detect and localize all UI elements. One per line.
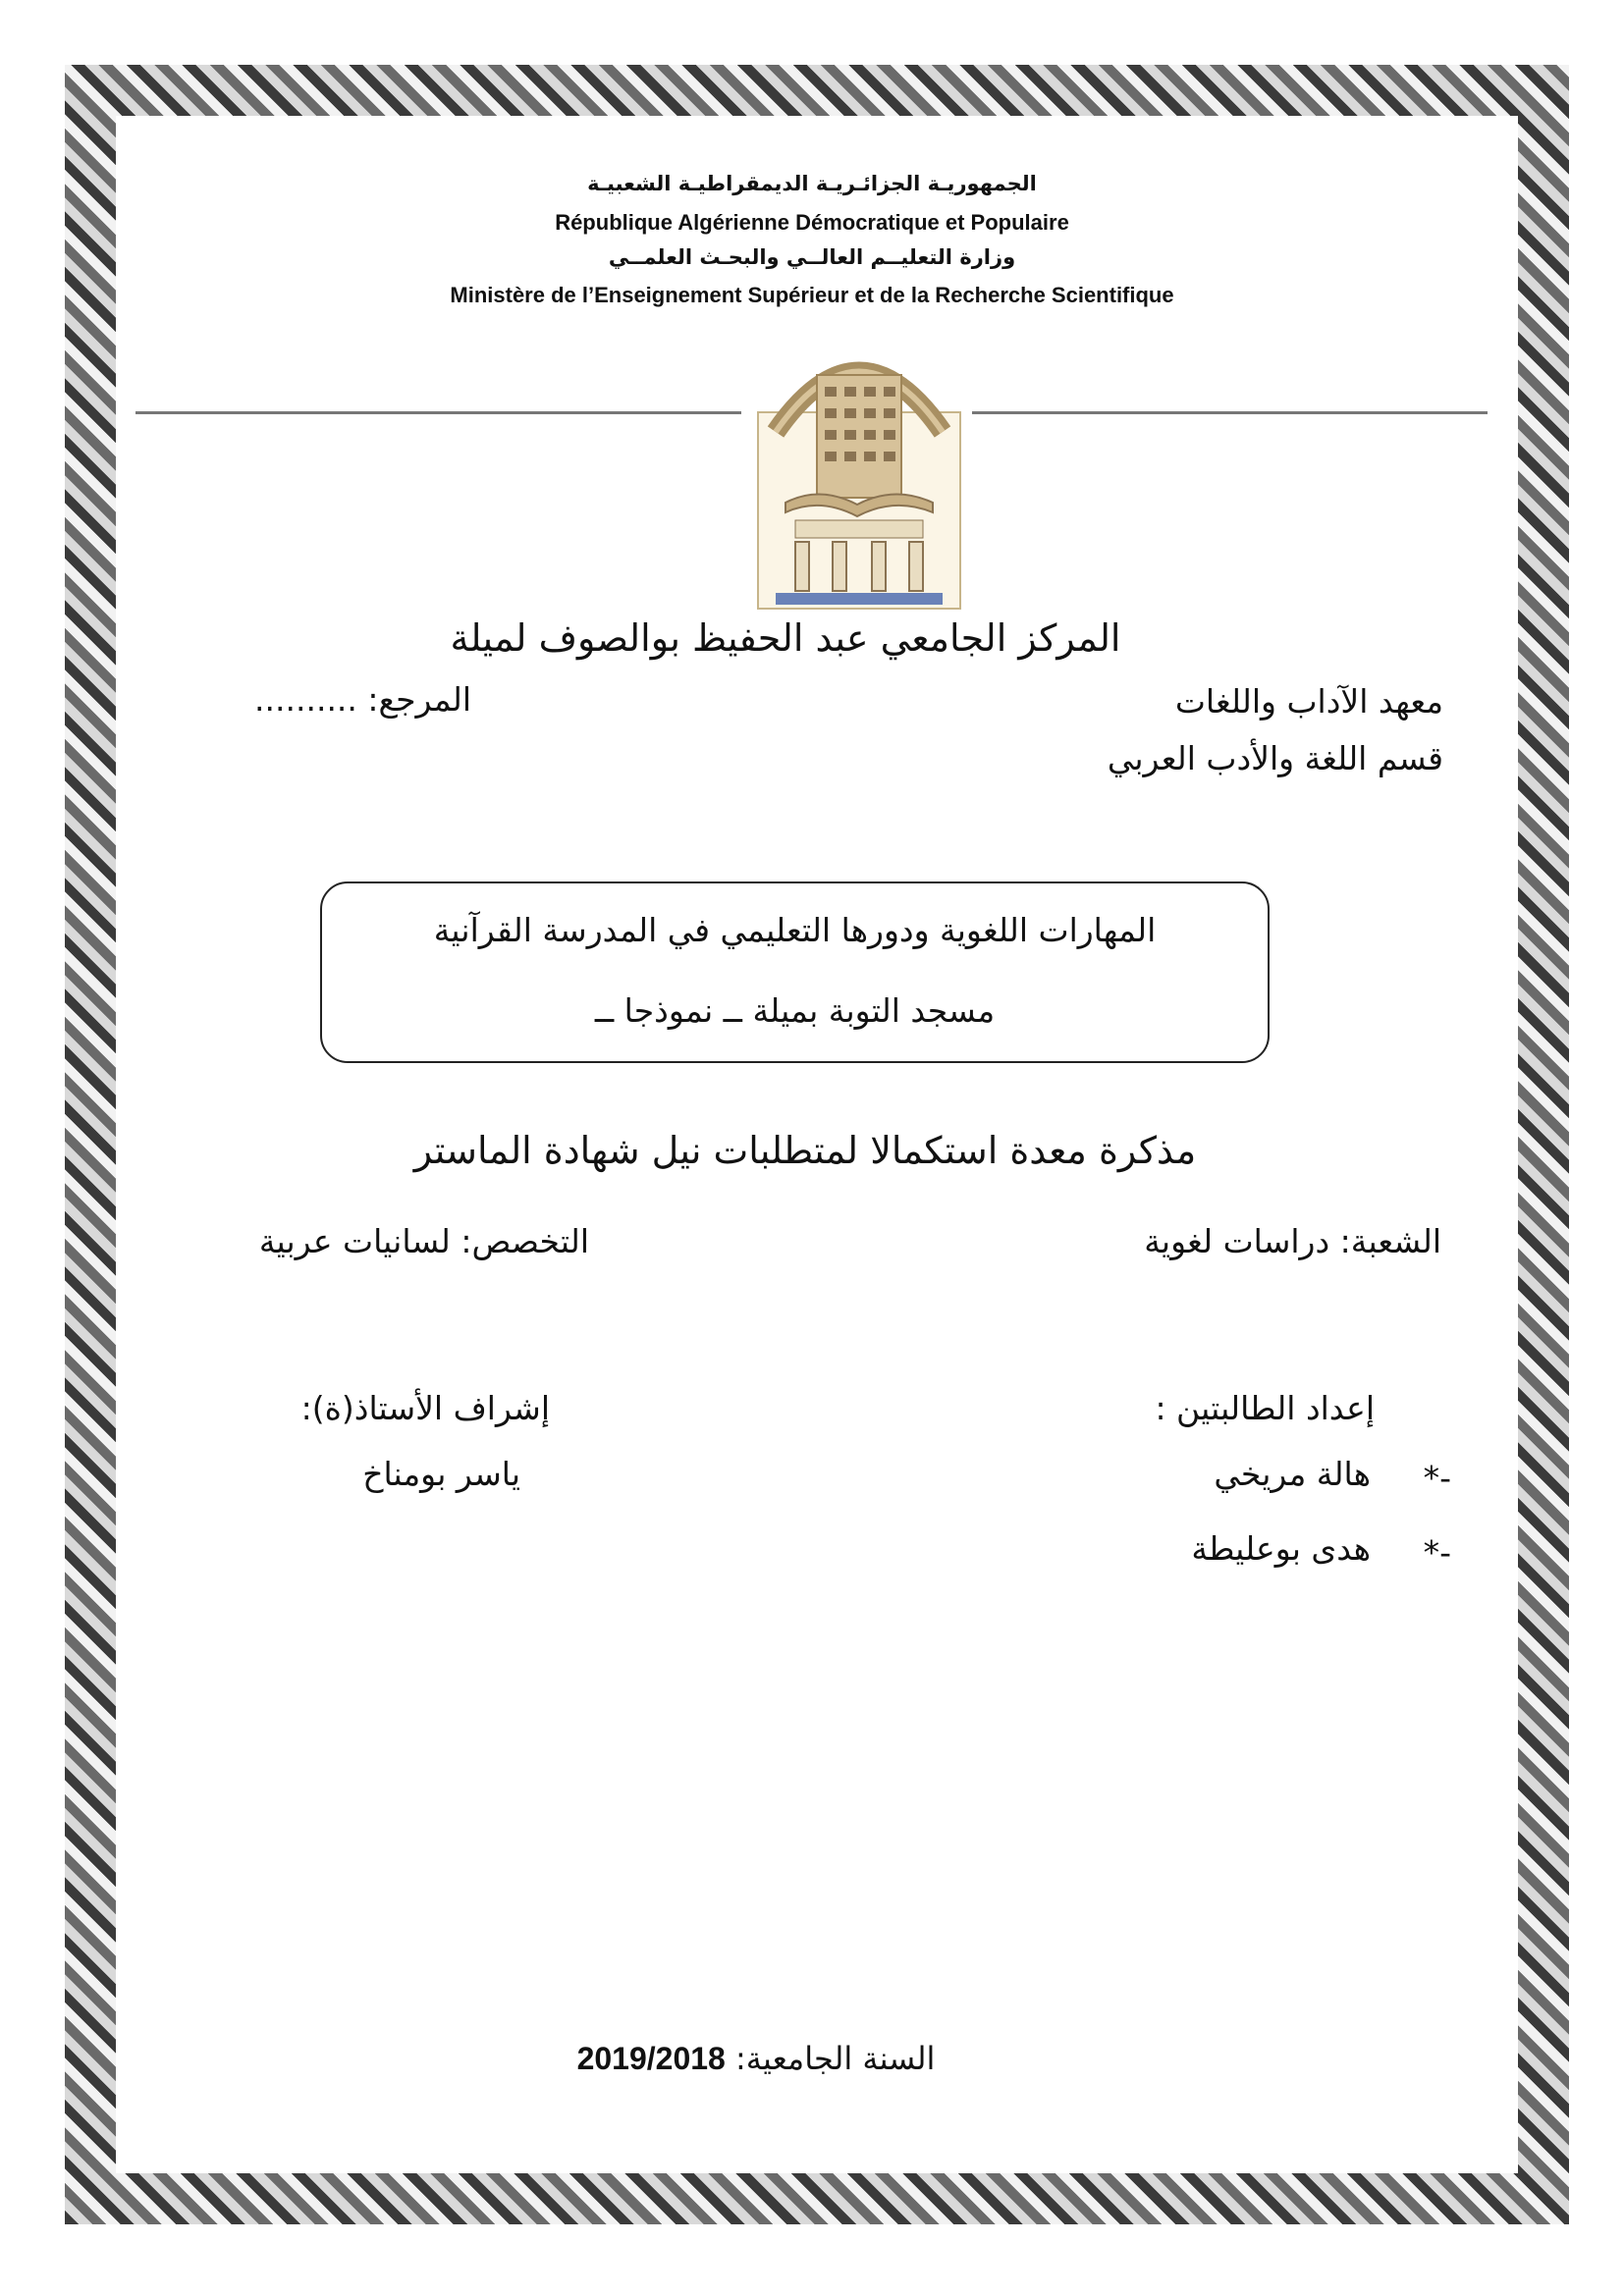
- institute-name: معهد الآداب واللغات: [1174, 682, 1443, 721]
- department-name: قسم اللغة والأدب العربي: [1107, 739, 1443, 777]
- student-name-1: هالة مريخي: [1214, 1455, 1371, 1493]
- academic-year-label: السنة الجامعية:: [725, 2040, 936, 2077]
- academic-year-value: 2019/2018: [576, 2041, 726, 2076]
- thesis-title-line2: مسجد التوبة بميلة ــ نموذجا ــ: [594, 991, 996, 1030]
- republic-french: République Algérienne Démocratique et Populaire: [555, 210, 1069, 235]
- academic-year: [491, 2040, 1021, 2077]
- university-name: المركز الجامعي عبد الحفيظ بوالصوف لميلة: [450, 616, 1121, 660]
- specialty-field: التخصص: لسانيات عربية: [258, 1222, 589, 1260]
- thesis-title-box: [320, 881, 1270, 1063]
- reference-field: المرجع: ..........: [254, 680, 471, 719]
- thesis-title-line1: المهارات اللغوية ودورها التعليمي في المدرسة القرآنية: [433, 911, 1157, 949]
- university-logo: [756, 316, 962, 611]
- student-name-2: هدى بوعليطة: [1191, 1529, 1371, 1568]
- thesis-purpose: مذكرة معدة استكمالا لمتطلبات نيل شهادة الماستر: [413, 1129, 1197, 1172]
- bullet: *-: [1423, 1459, 1451, 1497]
- students-label: إعداد الطالبتين :: [1155, 1389, 1375, 1427]
- bullet: *-: [1423, 1533, 1451, 1572]
- header-rule-right: [972, 411, 1488, 414]
- supervisor-name: ياسر بومناخ: [362, 1455, 520, 1493]
- ministry-french: Ministère de l’Enseignement Supérieur et de la Recherche Scientifique: [450, 283, 1174, 307]
- supervisor-label: إشراف الأستاذ(ة):: [300, 1389, 550, 1427]
- ministry-arabic: وزارة التعليــم العالــي والبحـث العلمــي: [608, 245, 1016, 269]
- branch-field: الشعبة: دراسات لغوية: [1144, 1222, 1441, 1260]
- header-rule-left: [135, 411, 741, 414]
- republic-arabic: الجمهوريـة الجزائـريـة الديمقراطيـة الشعبيـة: [587, 172, 1037, 195]
